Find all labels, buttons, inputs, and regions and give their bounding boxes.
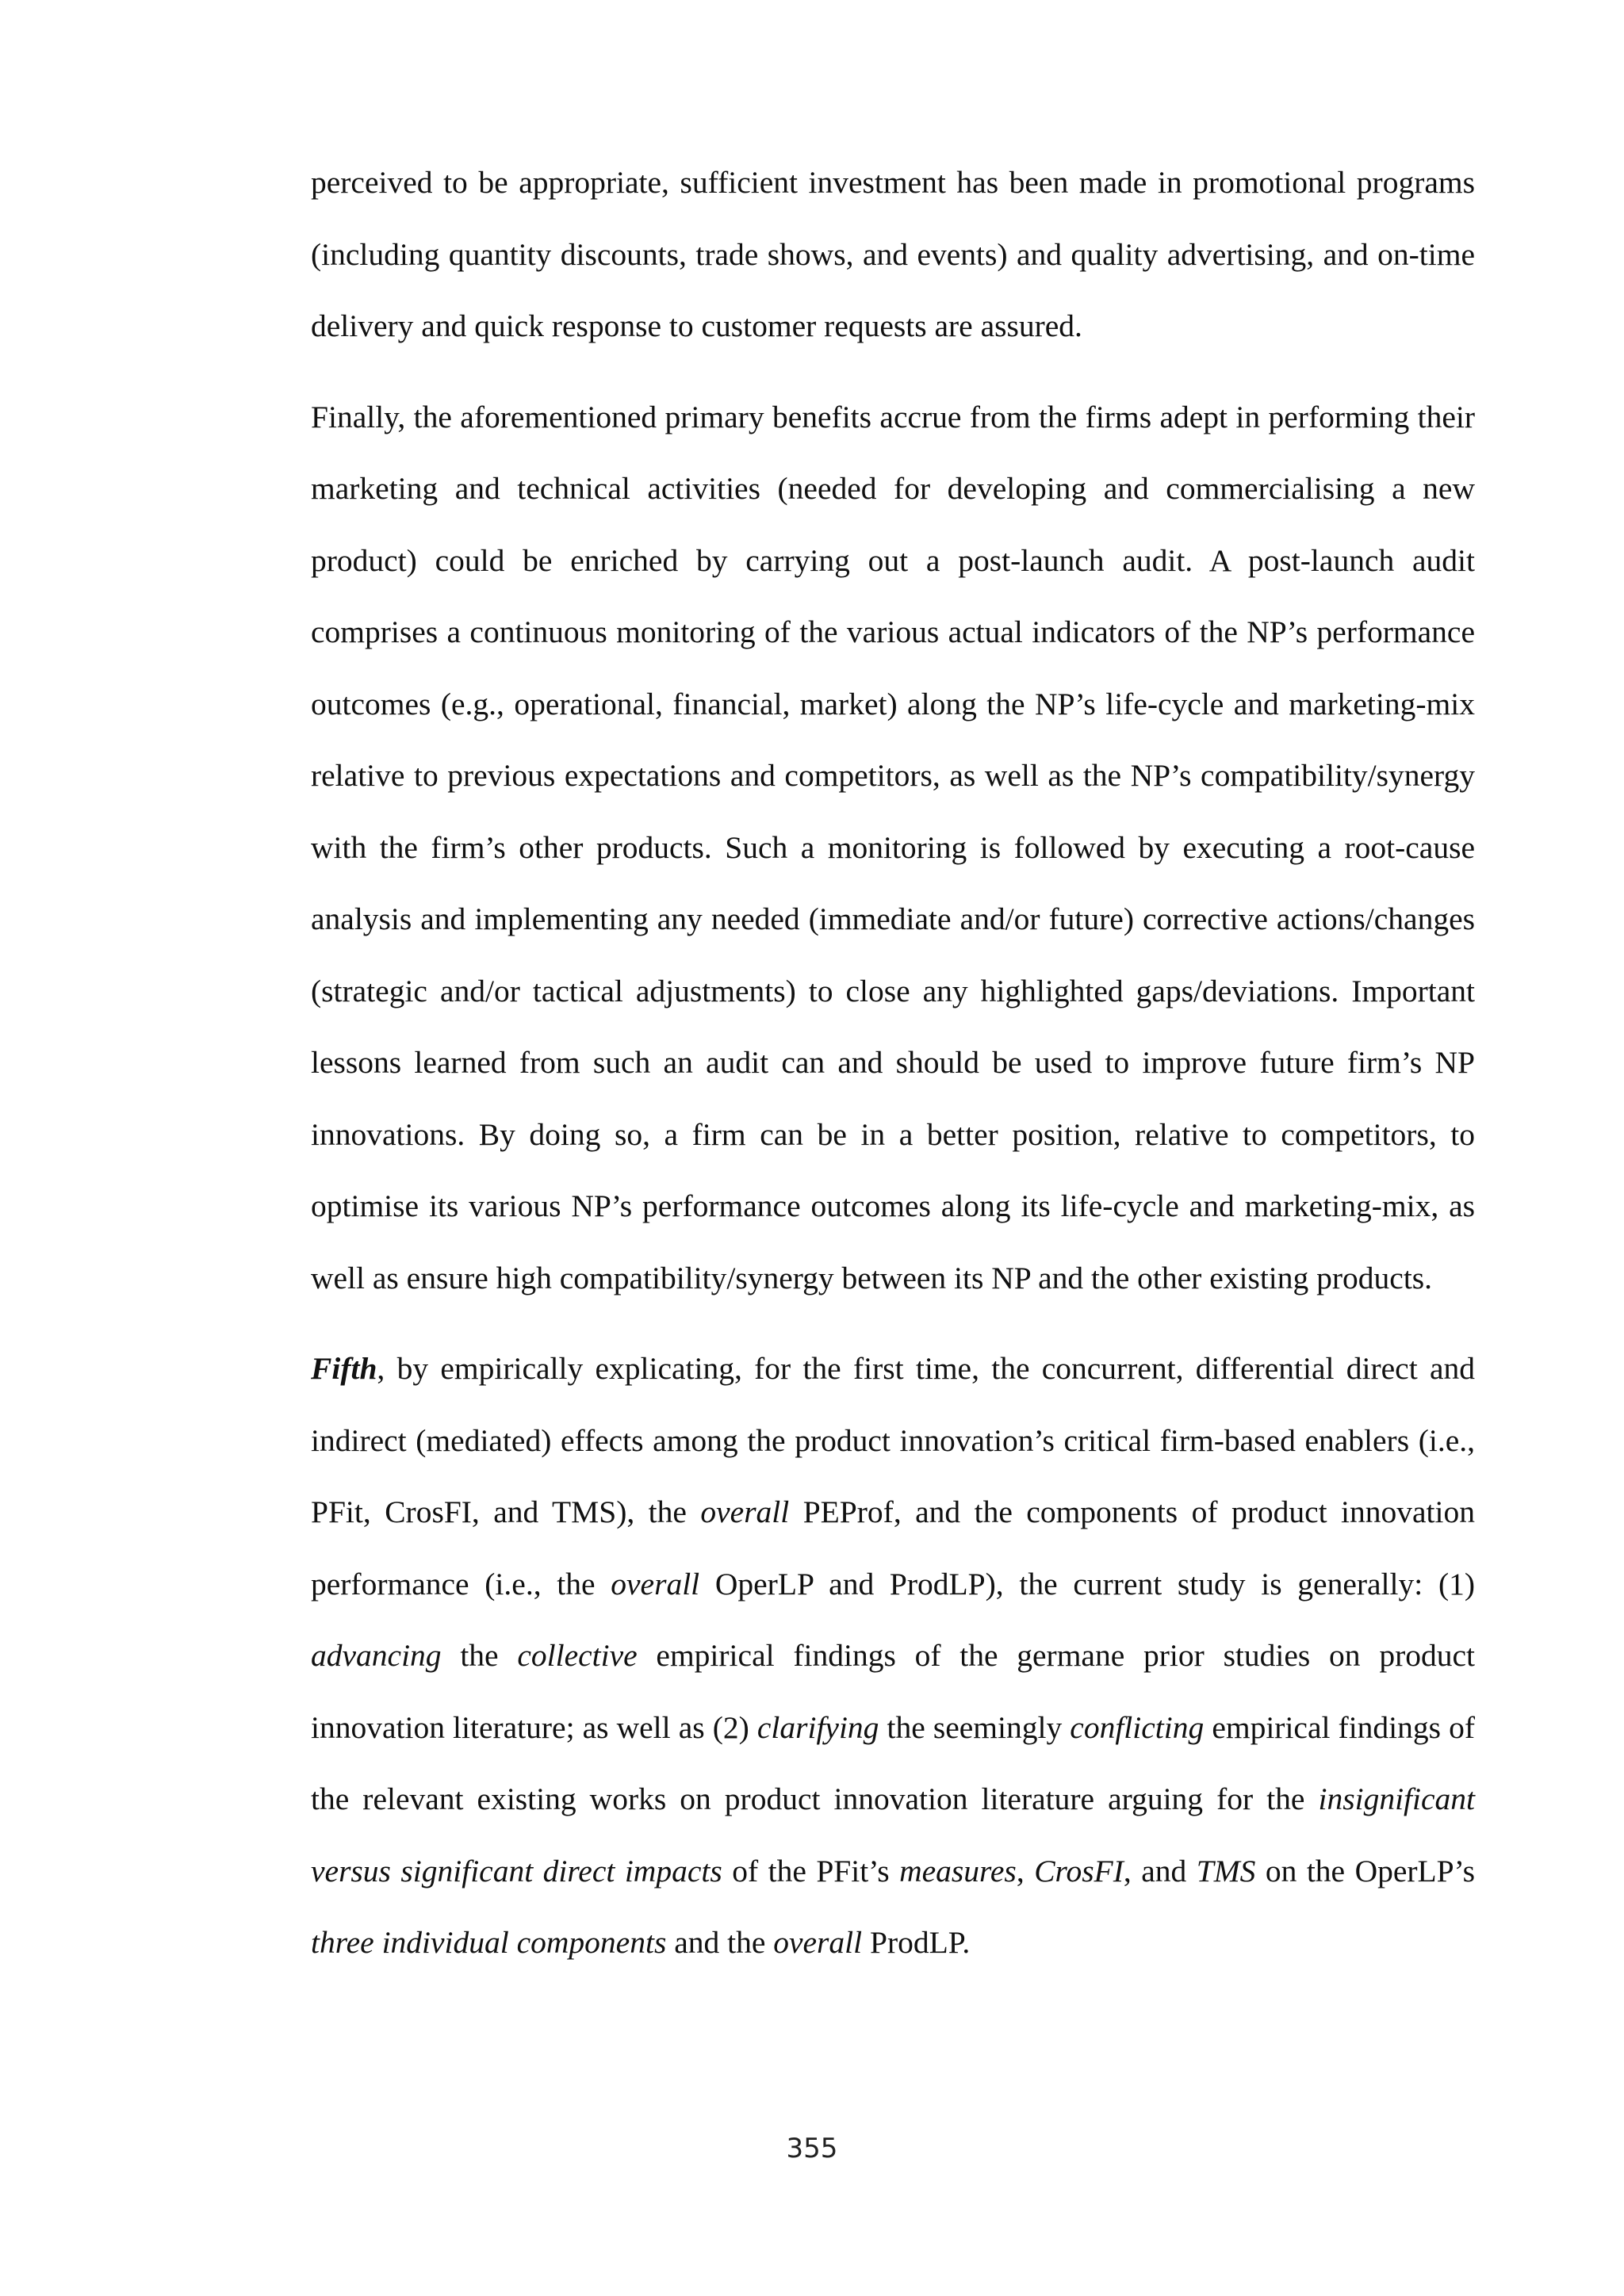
paragraph-3 xyxy=(311,1333,1475,1979)
emphasis: three individual components xyxy=(311,1925,667,1960)
paragraph-3-text: , xyxy=(1016,1853,1035,1888)
emphasis: conflicting xyxy=(1070,1709,1205,1745)
emphasis: overall xyxy=(700,1494,790,1529)
emphasis: overall xyxy=(611,1566,700,1601)
paragraph-3-text: empirical findings of the relevant existing works on product innovation literature arguing for the xyxy=(311,1709,1475,1816)
emphasis: measures xyxy=(899,1853,1017,1888)
paragraph-3-text: and the xyxy=(666,1925,774,1960)
paragraph-3-text: OperLP and ProdLP), the current study is generally: (1) xyxy=(699,1566,1475,1601)
paragraph-3-text: of the PFit’s xyxy=(722,1853,900,1888)
page-number: 355 xyxy=(786,2133,838,2164)
paragraph-3-lead: Fifth xyxy=(311,1351,377,1386)
emphasis: TMS xyxy=(1196,1853,1256,1888)
paragraph-3-text: on the OperLP’s xyxy=(1255,1853,1475,1888)
emphasis: overall xyxy=(773,1925,863,1960)
paragraph-3-text: the xyxy=(441,1638,518,1673)
paragraph-3-text: PEProf, and the components of product innovation performance (i.e., the xyxy=(311,1494,1475,1601)
emphasis: collective xyxy=(517,1638,638,1673)
paragraph-3-text: empirical findings of the germane prior studies on product innovation literature; as well as (2) xyxy=(311,1638,1475,1745)
emphasis: clarifying xyxy=(756,1709,879,1745)
emphasis: insignificant versus significant direct impacts xyxy=(311,1781,1475,1888)
paragraph-3-text: the seemingly xyxy=(879,1709,1071,1745)
paragraph-1: perceived to be appropriate, sufficient investment has been made in promotional programs (including quantity discounts, trade shows, and events) and quality advertising, and on-time delivery and quick response to customer requests are assured. xyxy=(311,165,1475,343)
paragraph-3-text: ProdLP. xyxy=(862,1925,971,1960)
body-text xyxy=(311,147,1475,1998)
paragraph-3-text: , by empirically explicating, for the first time, the concurrent, differential direct and indirect (mediated) effects among the product innovation’s critical firm-based enablers (i.e., PFit, CrosFI, and TMS), the xyxy=(311,1351,1475,1529)
emphasis: advancing xyxy=(311,1638,442,1673)
emphasis: CrosFI xyxy=(1034,1853,1124,1888)
paragraph-2: Finally, the aforementioned primary benefits accrue from the firms adept in performing their marketing and technical activities (needed for developing and commercialising a new product) could be enriched by carrying out a post-launch audit. A post-launch audit comprises a continuous monitoring of the various actual indicators of the NP’s performance outcomes (e.g., operational, financial, market) along the NP’s life-cycle and marketing-mix relative to previous expectations and competitors, as well as the NP’s compatibility/synergy with the firm’s other products. Such a monitoring is followed by executing a root-cause analysis and implementing any needed (immediate and/or future) corrective actions/changes (strategic and/or tactical adjustments) to close any highlighted gaps/deviations. Important lessons learned from such an audit can and should be used to improve future firm’s NP innovations. By doing so, a firm can be in a better position, relative to competitors, to optimise its various NP’s performance outcomes along its life-cycle and marketing-mix, as well as ensure high compatibility/synergy between its NP and the other existing products. xyxy=(311,399,1475,1295)
paragraph-3-text: , and xyxy=(1123,1853,1197,1888)
